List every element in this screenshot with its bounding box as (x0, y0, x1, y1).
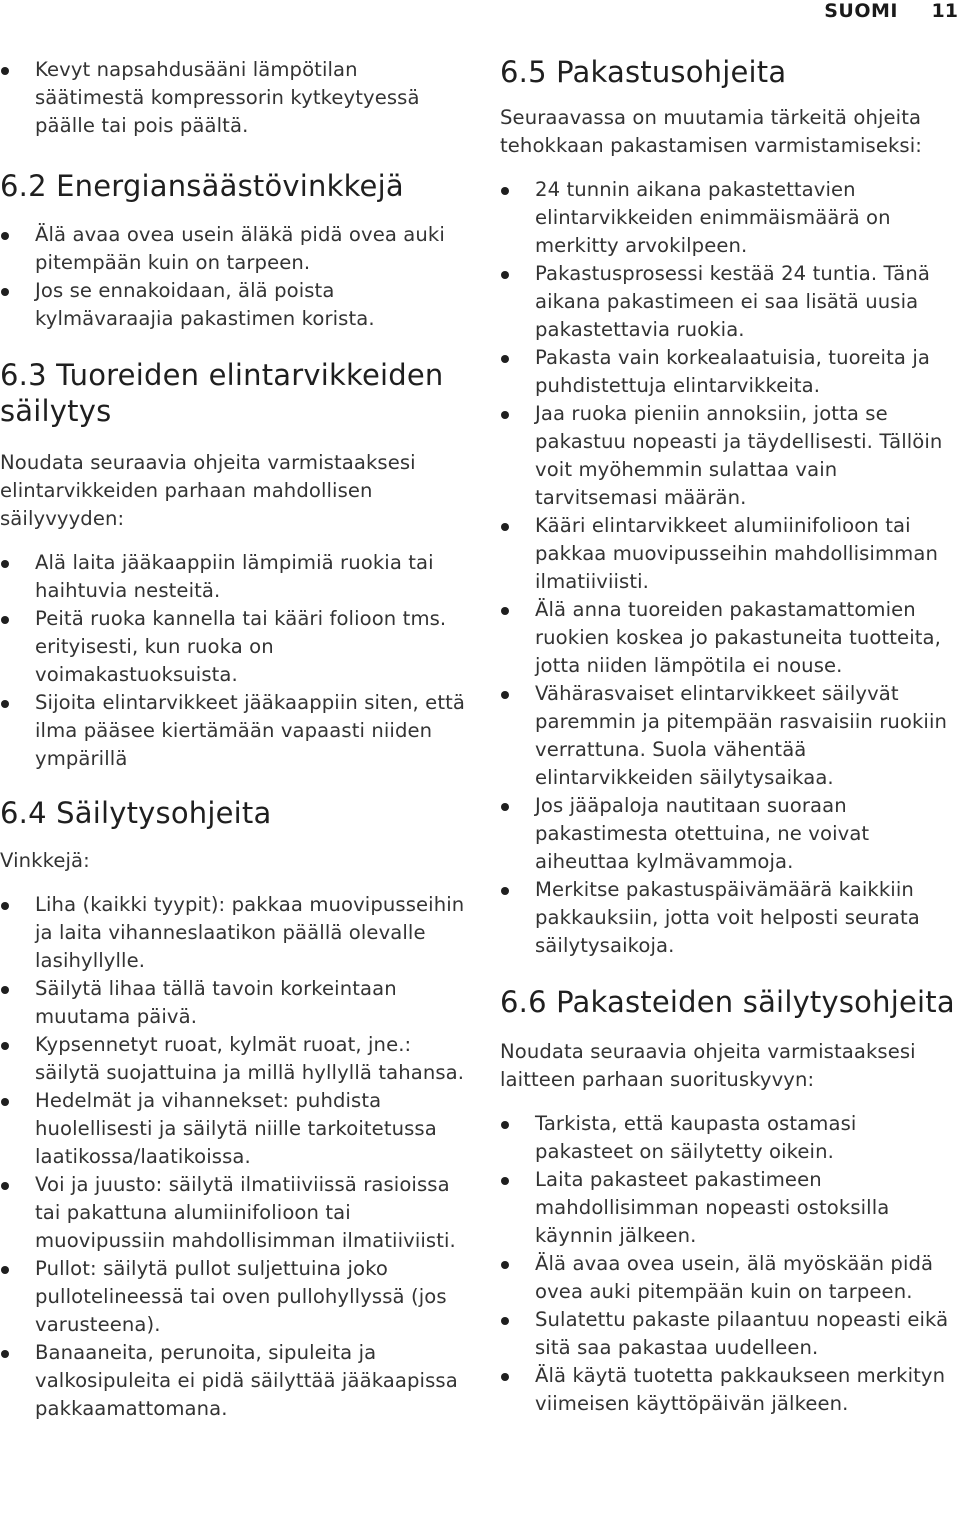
list-item: Merkitse pakastuspäivämäärä kaikkiin pakkauksiin, jotta voit helposti seurata säilytysaikoja. (500, 876, 960, 960)
section-6-3-list (0, 549, 468, 773)
section-6-2-list (0, 221, 468, 333)
section-6-5-intro: Seuraavassa on muutamia tärkeitä ohjeita tehokkaan pakastamisen varmistamiseksi: (500, 106, 922, 157)
list-item: Banaaneita, perunoita, sipuleita ja valkosipuleita ei pidä säilyttää jääkaapissa pakkaamattomana. (0, 1339, 468, 1423)
section-6-5-list (500, 176, 960, 960)
list-item: Älä käytä tuotetta pakkaukseen merkityn viimeisen käyttöpäivän jälkeen. (500, 1362, 960, 1418)
list-item: Voi ja juusto: säilytä ilmatiiviissä rasioissa tai pakattuna alumiinifolioon tai muovipussiin mahdollisimman ilmatiiviisti. (0, 1171, 468, 1255)
section-title-6-6: 6.6 Pakasteiden säilytysohjeita (500, 985, 955, 1019)
header-language: SUOMI (824, 0, 898, 22)
list-item: Pakastusprosessi kestää 24 tuntia. Tänä aikana pakastimeen ei saa lisätä uusia pakastettavia ruokia. (500, 260, 960, 344)
list-item: Pullot: säilytä pullot suljettuina joko pullotelineessä tai oven pullohyllyssä (jos varusteena). (0, 1255, 468, 1339)
list-item: Jos jääpaloja nautitaan suoraan pakastimesta otettuina, ne voivat aiheuttaa kylmävammoja. (500, 792, 960, 876)
list-item: Kääri elintarvikkeet alumiinifolioon tai pakkaa muovipusseihin mahdollisimman ilmatiiviisti. (500, 512, 960, 596)
section-6-4-list (0, 891, 468, 1423)
right-column (500, 52, 960, 1418)
page-number: 11 (931, 0, 958, 22)
section-title-6-5: 6.5 Pakastusohjeita (500, 55, 787, 89)
list-item: Alä laita jääkaappiin lämpimiä ruokia tai haihtuvia nesteitä. (0, 549, 468, 605)
list-item: Älä anna tuoreiden pakastamattomien ruokien koskea jo pakastuneita tuotteita, jotta niiden lämpötila ei nouse. (500, 596, 960, 680)
list-item: Kevyt napsahdusääni lämpötilan säätimestä kompressorin kytkeytyessä päälle tai pois päältä. (0, 56, 468, 140)
list-item: Sijoita elintarvikkeet jääkaappiin siten, että ilma pääsee kiertämään vapaasti niiden ympärillä (0, 689, 468, 773)
list-item: Jaa ruoka pieniin annoksiin, jotta se pakastuu nopeasti ja täydellisesti. Tällöin voit myöhemmin sulattaa vain tarvitsemasi määrän. (500, 400, 960, 512)
list-item: Jos se ennakoidaan, älä poista kylmävaraajia pakastimen korista. (0, 277, 468, 333)
list-item: Sulatettu pakaste pilaantuu nopeasti eikä sitä saa pakastaa uudelleen. (500, 1306, 960, 1362)
list-item: 24 tunnin aikana pakastettavien elintarvikkeiden enimmäismäärä on merkitty arvokilpeen. (500, 176, 960, 260)
section-6-4-intro: Vinkkejä: (0, 849, 90, 872)
list-item: Säilytä lihaa tällä tavoin korkeintaan muutama päivä. (0, 975, 468, 1031)
section-6-6-list (500, 1110, 960, 1418)
list-item: Älä avaa ovea usein, älä myöskään pidä ovea auki pitempään kuin on tarpeen. (500, 1250, 960, 1306)
section-title-6-3: 6.3 Tuoreiden elintarvikkeiden säilytys (0, 358, 444, 428)
section-title-6-4: 6.4 Säilytysohjeita (0, 796, 272, 830)
list-item: Kypsennetyt ruoat, kylmät ruoat, jne.: säilytä suojattuina ja millä hyllyllä tahansa. (0, 1031, 468, 1087)
section-title-6-2: 6.2 Energiansäästövinkkejä (0, 169, 404, 203)
list-item: Peitä ruoka kannella tai kääri folioon tms. erityisesti, kun ruoka on voimakastuoksuista. (0, 605, 468, 689)
list-item: Laita pakasteet pakastimeen mahdollisimman nopeasti ostoksilla käynnin jälkeen. (500, 1166, 960, 1250)
section-6-3-intro: Noudata seuraavia ohjeita varmistaaksesi elintarvikkeiden parhaan mahdollisen säilyvyyden: (0, 451, 416, 530)
section-6-6-intro: Noudata seuraavia ohjeita varmistaaksesi laitteen parhaan suorituskyvyn: (500, 1040, 916, 1091)
intro-bullet-list (0, 56, 468, 140)
left-column (0, 52, 468, 1423)
list-item: Tarkista, että kaupasta ostamasi pakasteet on säilytetty oikein. (500, 1110, 960, 1166)
list-item: Vähärasvaiset elintarvikkeet säilyvät paremmin ja pitempään rasvaisiin ruokiin verrattuna. Suola vähentää elintarvikkeiden säilytysaikaa. (500, 680, 960, 792)
page-header (0, 0, 960, 24)
list-item: Hedelmät ja vihannekset: puhdista huolellisesti ja säilytä niille tarkoitetussa laatikossa/laatikoissa. (0, 1087, 468, 1171)
list-item: Pakasta vain korkealaatuisia, tuoreita ja puhdistettuja elintarvikkeita. (500, 344, 960, 400)
list-item: Älä avaa ovea usein äläkä pidä ovea auki pitempään kuin on tarpeen. (0, 221, 468, 277)
list-item: Liha (kaikki tyypit): pakkaa muovipusseihin ja laita vihanneslaatikon päällä olevalle lasihyllylle. (0, 891, 468, 975)
